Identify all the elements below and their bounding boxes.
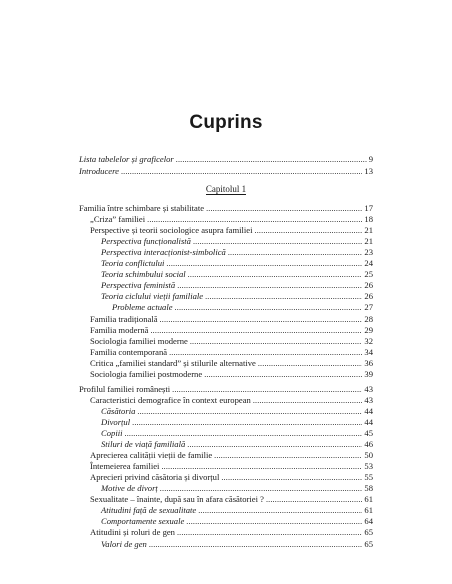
toc-entry-title: Sexualitate – înainte, după sau în afara căsătoriei ? (90, 494, 264, 505)
chapter-heading: Capitolul 1 (205, 184, 247, 194)
toc-entry-title: Teoria conflictului (101, 258, 165, 269)
toc-entry-page: 43 (364, 383, 373, 394)
toc-entry-page: 64 (364, 516, 373, 527)
leader-dots (137, 406, 362, 417)
toc-entry-title: Perspectiva interacționist-simbolică (101, 247, 226, 258)
toc-entry-title: Profilul familiei românești (79, 383, 171, 394)
toc-entry-page: 53 (364, 461, 373, 472)
toc-entry-title: „Criza” familiei (90, 214, 146, 225)
toc-entry-title: Familia tradițională (90, 313, 158, 324)
leader-dots (147, 214, 362, 225)
toc-entry-title: Perspective și teorii sociologice asupra familiei (90, 225, 253, 236)
toc-entry-page: 61 (364, 494, 373, 505)
toc-entry-page: 28 (364, 313, 373, 324)
toc-entry-page: 21 (364, 236, 373, 247)
toc-entry-page: 25 (364, 269, 373, 280)
leader-dots (258, 358, 363, 369)
toc-entry-page: 23 (364, 247, 373, 258)
toc-entry (101, 428, 373, 439)
toc-entry (79, 154, 373, 165)
toc-entry-title: Familia între schimbare și stabilitate (79, 203, 205, 213)
toc-entry (101, 258, 373, 269)
toc-entry (101, 291, 373, 302)
leader-dots (205, 291, 362, 302)
leader-dots (204, 369, 362, 380)
toc-entry (101, 247, 373, 258)
toc-entry (90, 225, 373, 236)
leader-dots (228, 247, 363, 258)
toc-entry-page: 21 (364, 225, 373, 236)
toc-entry-page: 45 (364, 428, 373, 438)
toc-entry-page: 55 (364, 472, 373, 483)
toc-entry (101, 417, 373, 428)
leader-dots (160, 314, 363, 325)
leader-dots (172, 384, 362, 395)
page-title: Cuprins (189, 112, 263, 133)
leader-dots (187, 439, 362, 450)
toc-entry-title: Căsătoria (101, 405, 136, 416)
toc-entry-page: 32 (364, 335, 373, 346)
toc-entry (90, 336, 373, 347)
toc-entry-title: Aprecierea calității vieții de familie (90, 450, 213, 461)
toc-entry-title: Caracteristici demografice în context european (90, 394, 251, 405)
toc-entry-page: 36 (364, 357, 373, 368)
toc-entry-page: 18 (364, 214, 373, 225)
toc-entry-page: 44 (364, 405, 373, 416)
toc-entry (90, 314, 373, 325)
toc-entry-page: 65 (364, 527, 373, 538)
toc-entry (101, 483, 373, 494)
toc-entry (90, 527, 373, 538)
toc-entry (101, 280, 373, 291)
toc-entry-title: Copiii (101, 428, 123, 438)
leader-dots (177, 280, 362, 291)
toc-entry-page: 13 (364, 165, 373, 176)
toc-entry-page: 50 (364, 450, 373, 461)
toc-entry-title: Divorțul (101, 416, 131, 427)
leader-dots (121, 166, 362, 177)
toc-entry (101, 516, 373, 527)
toc-entry-page: 39 (364, 368, 373, 379)
toc-entry-title: Stiluri de viață familială (101, 439, 186, 450)
toc-entry-title: Perspectiva funcționalistă (101, 236, 191, 247)
leader-dots (214, 450, 362, 461)
toc-entry-title: Perspectiva feministă (101, 280, 176, 291)
toc-entry (90, 461, 373, 472)
leader-dots (175, 302, 363, 313)
toc-entry-page: 17 (364, 203, 373, 213)
leader-dots (125, 428, 363, 439)
toc-entry (90, 325, 373, 336)
toc-entry-title: Lista tabelelor și graficelor (79, 154, 174, 164)
toc-entry (101, 539, 373, 550)
toc-entry (112, 302, 373, 313)
toc-entry-page: 24 (364, 258, 373, 269)
toc-entry (90, 369, 373, 380)
leader-dots (177, 527, 362, 538)
toc-entry-title: Comportamente sexuale (101, 516, 185, 527)
toc-entry (79, 384, 373, 395)
toc-entry (101, 439, 373, 450)
leader-dots (253, 395, 363, 406)
toc-entry-page: 27 (364, 302, 373, 313)
toc-entry (101, 505, 373, 516)
toc-entry-page: 9 (368, 154, 373, 164)
toc-entry-page: 46 (364, 439, 373, 450)
toc-entry (101, 236, 373, 247)
toc-entry-title: Familia contemporană (90, 346, 168, 357)
leader-dots (176, 154, 367, 165)
toc-entry-page: 34 (364, 346, 373, 357)
toc-entry (101, 406, 373, 417)
toc-entry-title: Probleme actuale (112, 302, 173, 313)
toc-entry-title: Atitudini și roluri de gen (90, 527, 175, 538)
toc-entry-title: Sociologia familiei moderne (90, 335, 188, 346)
leader-dots (161, 461, 362, 472)
leader-dots (188, 269, 363, 280)
toc-entry-title: Aprecieri privind căsătoria și divorțul (90, 472, 220, 483)
leader-dots (186, 516, 362, 527)
leader-dots (166, 258, 362, 269)
toc-entry (90, 214, 373, 225)
toc-entry (90, 358, 373, 369)
toc-entry-title: Valori de gen (101, 538, 147, 549)
toc-entry-title: Teoria schimbului social (101, 269, 186, 280)
toc-entry-page: 26 (364, 280, 373, 291)
leader-dots (198, 505, 362, 516)
toc-entry (79, 166, 373, 177)
leader-dots (206, 203, 362, 214)
toc-entry-title: Teoria ciclului vieții familiale (101, 291, 204, 302)
toc-entry-title: Introducere (79, 165, 119, 176)
leader-dots (149, 539, 363, 550)
toc-entry-title: Întemeierea familiei (90, 461, 160, 472)
leader-dots (150, 325, 362, 336)
toc-entry-page: 43 (364, 394, 373, 405)
leader-dots (160, 483, 363, 494)
toc-entry-page: 65 (364, 538, 373, 549)
toc-entry-page: 44 (364, 416, 373, 427)
toc-entry-page: 29 (364, 324, 373, 335)
toc-entry (101, 269, 373, 280)
toc-entry (90, 494, 373, 505)
toc-entry-title: Familia modernă (90, 324, 149, 335)
leader-dots (190, 336, 363, 347)
toc-entry-title: Critica „familiei standard” și stilurile alternative (90, 357, 256, 368)
toc-entry-page: 26 (364, 291, 373, 302)
toc-entry (90, 395, 373, 406)
toc-entry (90, 450, 373, 461)
toc-entry (90, 472, 373, 483)
leader-dots (169, 347, 362, 358)
toc-entry (90, 347, 373, 358)
toc-entry-title: Atitudini față de sexualitate (101, 505, 197, 516)
leader-dots (193, 236, 362, 247)
toc-entry-title: Sociologia familiei postmoderne (90, 368, 203, 379)
leader-dots (132, 417, 362, 428)
leader-dots (266, 494, 362, 505)
toc-entry-title: Motive de divorț (101, 483, 158, 494)
leader-dots (255, 225, 363, 236)
toc-entry-page: 61 (364, 505, 373, 516)
toc-entry (79, 203, 373, 214)
leader-dots (221, 472, 362, 483)
toc-entry-page: 58 (364, 483, 373, 494)
